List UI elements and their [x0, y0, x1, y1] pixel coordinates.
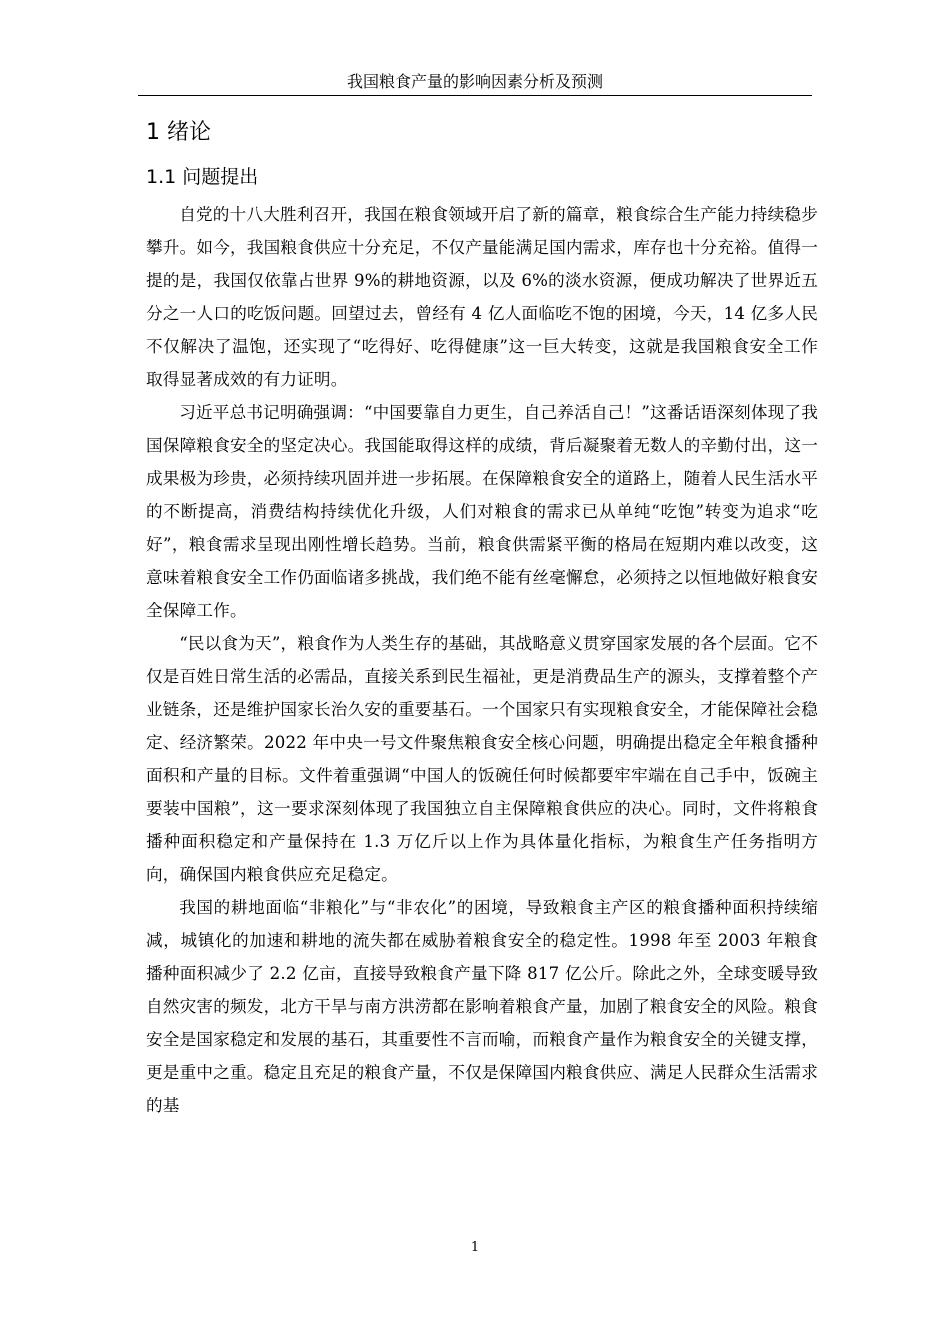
body-text — [146, 198, 818, 1122]
running-header: 我国粮食产量的影响因素分析及预测 — [138, 71, 812, 96]
chapter-heading: 1 绪论 — [146, 120, 211, 145]
paragraph-1: 自党的十八大胜利召开，我国在粮食领域开启了新的篇章，粮食综合生产能力持续稳步攀升。如今，我国粮食供应十分充足，不仅产量能满足国内需求，库存也十分充裕。值得一提的是，我国仅依靠占世界 9%的耕地资源，以及 6%的淡水资源，便成功解决了世界近五分之一人口的吃饭问题。回望过去，曾经有 4 亿人面临吃不饱的困境，今天，14 亿多人民不仅解决了温饱，还实现了“吃得好、吃得健康”这一巨大转变，这就是我国粮食安全工作取得显著成效的有力证明。 — [146, 205, 818, 389]
page-number: 1 — [470, 1240, 480, 1255]
section-heading: 1.1 问题提出 — [146, 166, 259, 188]
paragraph-4: 我国的耕地面临“非粮化”与“非农化”的困境，导致粮食主产区的粮食播种面积持续缩减，城镇化的加速和耕地的流失都在威胁着粮食安全的稳定性。1998 年至 2003 年粮食播种面积减少了 2.2 亿亩，直接导致粮食产量下降 817 亿公斤。除此之外，全球变暖导致自然灾害的频发，北方干旱与南方洪涝都在影响着粮食产量，加剧了粮食安全的风险。粮食安全是国家稳定和发展的基石，其重要性不言而喻，而粮食产量作为粮食安全的关键支撑，更是重中之重。稳定且充足的粮食产量，不仅是保障国内粮食供应、满足人民群众生活需求的基 — [146, 898, 818, 1115]
paragraph-3: “民以食为天”，粮食作为人类生存的基础，其战略意义贯穿国家发展的各个层面。它不仅是百姓日常生活的必需品，直接关系到民生福祉，更是消费品生产的源头，支撑着整个产业链条，还是维护国家长治久安的重要基石。一个国家只有实现粮食安全，才能保障社会稳定、经济繁荣。2022 年中央一号文件聚焦粮食安全核心问题，明确提出稳定全年粮食播种面积和产量的目标。文件着重强调“中国人的饭碗任何时候都要牢牢端在自己手中，饭碗主要装中国粮”，这一要求深刻体现了我国独立自主保障粮食供应的决心。同时，文件将粮食播种面积稳定和产量保持在 1.3 万亿斤以上作为具体量化指标，为粮食生产任务指明方向，确保国内粮食供应充足稳定。 — [146, 634, 818, 884]
paragraph-2: 习近平总书记明确强调：“中国要靠自力更生，自己养活自己！”这番话语深刻体现了我国保障粮食安全的坚定决心。我国能取得这样的成绩，背后凝聚着无数人的辛勤付出，这一成果极为珍贵，必须持续巩固并进一步拓展。在保障粮食安全的道路上，随着人民生活水平的不断提高，消费结构持续优化升级，人们对粮食的需求已从单纯“吃饱”转变为追求“吃好”，粮食需求呈现出刚性增长趋势。当前，粮食供需紧平衡的格局在短期内难以改变，这意味着粮食安全工作仍面临诸多挑战，我们绝不能有丝毫懈怠，必须持之以恒地做好粮食安全保障工作。 — [146, 403, 818, 620]
